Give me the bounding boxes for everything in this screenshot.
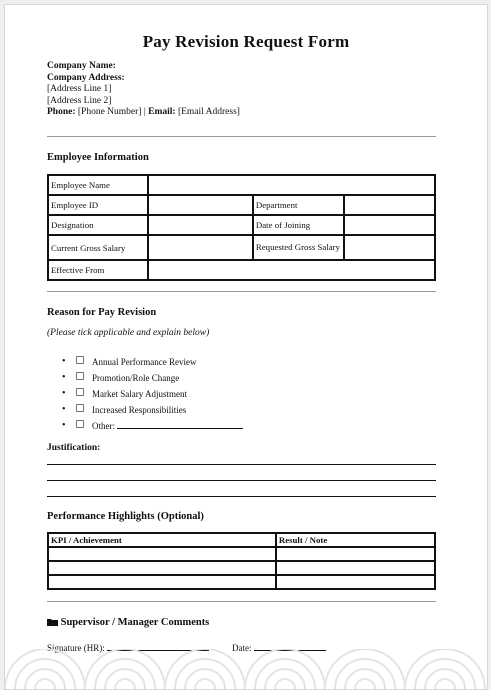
table-row (48, 195, 435, 215)
result-column-header: Result / Note (276, 533, 435, 547)
other-input-line[interactable] (117, 419, 243, 429)
checkbox[interactable] (76, 356, 84, 364)
kpi-column-header: KPI / Achievement (48, 533, 276, 547)
company-info (47, 61, 240, 119)
table-row (48, 561, 435, 575)
form-page (4, 4, 488, 690)
employee-info-table (47, 174, 436, 281)
current-salary-label: Current Gross Salary (48, 235, 148, 260)
divider (47, 291, 436, 292)
option-label: Annual Performance Review (92, 357, 197, 367)
justification-label: Justification: (47, 443, 101, 453)
signature-label: Signature (HR): (47, 643, 105, 653)
result-cell[interactable] (276, 561, 435, 575)
date-label: Date: (232, 643, 252, 653)
list-item (47, 402, 243, 418)
justification-line[interactable] (47, 464, 436, 465)
checkbox[interactable] (76, 404, 84, 412)
department-label: Department (253, 195, 344, 215)
divider (47, 136, 436, 137)
decorative-arc-pattern (5, 649, 487, 689)
designation-label: Designation (48, 215, 148, 235)
list-item (47, 418, 243, 434)
employee-name-label: Employee Name (48, 175, 148, 195)
result-cell[interactable] (276, 547, 435, 561)
employee-id-label: Employee ID (48, 195, 148, 215)
list-item (47, 354, 243, 370)
effective-from-label: Effective From (48, 260, 148, 280)
result-cell[interactable] (276, 575, 435, 589)
email-label: Email: (148, 107, 176, 117)
table-row (48, 235, 435, 260)
date-of-joining-label: Date of Joining (253, 215, 344, 235)
kpi-cell[interactable] (48, 575, 276, 589)
supervisor-section-header (47, 617, 209, 628)
option-label: Market Salary Adjustment (92, 389, 187, 399)
justification-line[interactable] (47, 480, 436, 481)
employee-section-title: Employee Information (47, 152, 149, 163)
table-row (48, 547, 435, 561)
option-label: Promotion/Role Change (92, 373, 180, 383)
table-row (48, 533, 435, 547)
folder-icon (47, 618, 58, 626)
list-item (47, 386, 243, 402)
company-address-label: Company Address: (47, 72, 125, 83)
requested-salary-field[interactable] (344, 235, 435, 260)
kpi-cell[interactable] (48, 547, 276, 561)
option-label: Increased Responsibilities (92, 405, 187, 415)
company-name-label: Company Name: (47, 61, 116, 71)
effective-from-field[interactable] (148, 260, 435, 280)
table-row (48, 175, 435, 195)
option-label: Other: (92, 421, 115, 431)
phone-label: Phone: (47, 107, 76, 117)
table-row (48, 215, 435, 235)
date-of-joining-field[interactable] (344, 215, 435, 235)
current-salary-field[interactable] (148, 235, 253, 260)
address-line-2: [Address Line 2] (47, 95, 112, 106)
kpi-cell[interactable] (48, 561, 276, 575)
checkbox[interactable] (76, 372, 84, 380)
table-row (48, 575, 435, 589)
reason-options-list (47, 354, 243, 434)
requested-salary-label: Requested Gross Salary (253, 235, 344, 260)
form-title: Pay Revision Request Form (142, 32, 350, 51)
department-field[interactable] (344, 195, 435, 215)
list-item (47, 370, 243, 386)
table-row (48, 260, 435, 280)
divider (47, 601, 436, 602)
reason-section-title: Reason for Pay Revision (47, 307, 157, 318)
designation-field[interactable] (148, 215, 253, 235)
performance-section-title: Performance Highlights (Optional) (47, 511, 204, 522)
reason-instructions: (Please tick applicable and explain below) (47, 328, 210, 338)
contact-separator: | (143, 107, 146, 117)
email-value: [Email Address] (177, 107, 240, 117)
performance-table (47, 532, 436, 590)
checkbox[interactable] (76, 420, 84, 428)
contact-line (47, 107, 240, 119)
phone-value: [Phone Number] (77, 107, 142, 117)
employee-id-field[interactable] (148, 195, 253, 215)
address-line-1: [Address Line 1] (47, 84, 112, 94)
supervisor-section-title: Supervisor / Manager Comments (60, 617, 210, 628)
employee-name-field[interactable] (148, 175, 435, 195)
checkbox[interactable] (76, 388, 84, 396)
justification-line[interactable] (47, 496, 436, 497)
